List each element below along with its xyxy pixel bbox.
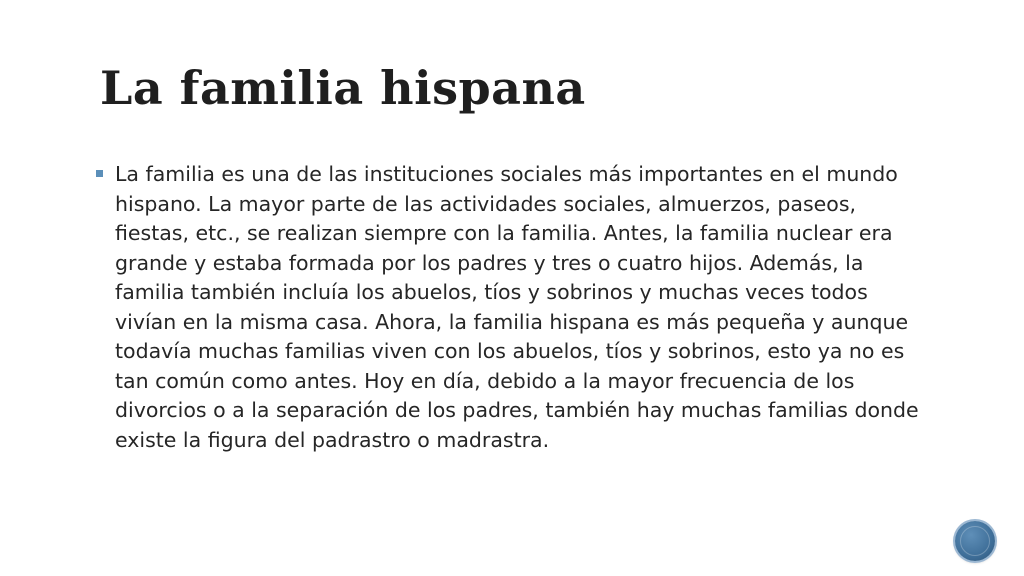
page-number-badge [955,521,995,561]
square-bullet-icon [96,170,103,177]
bullet-item [96,160,936,455]
slide-title: La familia hispana [100,61,586,115]
bullet-text: La familia es una de las instituciones sociales más importantes en el mundo hispano. La mayor parte de las actividades sociales, almuerzos, paseos, fiestas, etc., se realizan siempre con la familia. Antes, la familia nuclear era grande y estaba formada por los padres y tres o cuatro hijos. Además, la familia también incluía los abuelos, tíos y sobrinos y muchas veces todos vivían en la misma casa. Ahora, la familia hispana es más pequeña y aunque todavía muchas familias viven con los abuelos, tíos y sobrinos, esto ya no es tan común como antes. Hoy en día, debido a la mayor frecuencia de los divorcios o a la separación de los padres, también hay muchas familias donde existe la figura del padrastro o madrastra. [115,162,919,452]
slide-body [96,160,936,455]
